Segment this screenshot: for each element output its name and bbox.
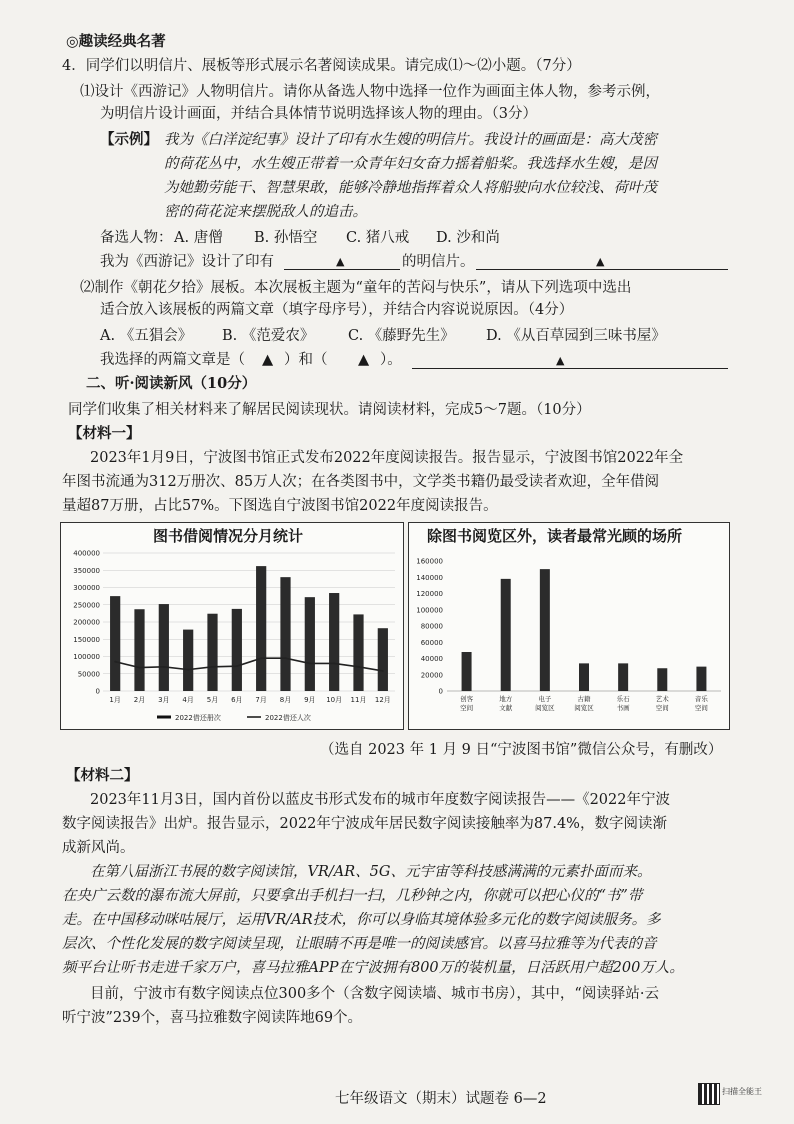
blank-marker: ▲	[556, 354, 565, 367]
bar	[207, 614, 217, 691]
material2-label: 【材料二】	[66, 767, 139, 784]
answer1-suffix: 的明信片。	[402, 254, 475, 270]
popular-venues-chart	[408, 522, 730, 730]
option-c: C. 猪八戒	[346, 230, 410, 246]
article-d: D. 《从百草园到三味书屋》	[486, 328, 666, 344]
line-point	[236, 665, 238, 667]
x-tick-label: 乐石	[616, 695, 630, 703]
material1-label: 【材料一】	[68, 425, 141, 442]
y-tick-label: 60000	[420, 638, 443, 647]
x-tick-label: 空间	[694, 704, 708, 712]
line-point	[285, 657, 287, 659]
example-line: 密的荷花淀来摆脱敌人的追击。	[164, 204, 367, 220]
x-tick-label: 艺术	[655, 695, 669, 703]
answer1-blank[interactable]	[284, 253, 400, 270]
y-tick-label: 250000	[73, 601, 100, 610]
line-point	[382, 670, 384, 672]
line-point	[333, 663, 335, 665]
example-line: 我为《白洋淀纪事》设计了印有水生嫂的明信片。我设计的画面是：高大茂密	[164, 132, 657, 148]
example-label: 【示例】	[100, 131, 158, 148]
x-tick-label: 9月	[304, 696, 316, 704]
q4-part2-line1: ⑵制作《朝花夕拾》展板。本次展板主题为“童年的苦闷与快乐”，请从下列选项中选出	[80, 280, 632, 296]
bar	[305, 597, 315, 691]
legend-label: 2022借还人次	[265, 714, 311, 722]
blank-marker: ▲	[336, 255, 345, 268]
answer1-prefix: 我为《西游记》设计了印有	[100, 254, 274, 270]
y-tick-label: 80000	[420, 622, 443, 631]
source-citation: （选自 2023 年 1 月 9 日“宁波图书馆”微信公众号，有删改）	[320, 742, 723, 758]
line-point	[260, 657, 262, 659]
y-tick-label: 400000	[73, 549, 100, 558]
x-tick-label: 地方	[499, 695, 513, 703]
x-tick-label: 书画	[616, 704, 630, 712]
qr-code-icon	[698, 1083, 720, 1105]
answer1-reason-blank[interactable]	[476, 253, 728, 270]
x-tick-label: 11月	[350, 696, 367, 704]
material1-line: 年图书流通为312万册次、85万人次；在各类图书中，文学类书籍仍最受读者欢迎，全年借阅	[62, 474, 660, 490]
y-tick-label: 0	[438, 687, 443, 696]
bar	[159, 604, 169, 691]
page-footer: 七年级语文（期末）试题卷 6—2	[335, 1091, 547, 1107]
bar	[110, 596, 120, 691]
y-tick-label: 160000	[416, 557, 443, 566]
line-point	[114, 661, 116, 663]
q4-part2-line2: 适合放入该展板的两篇文章（填字母序号），并结合内容说说原因。（4分）	[100, 302, 574, 318]
bar	[378, 628, 388, 691]
y-tick-label: 40000	[420, 655, 443, 663]
x-tick-label: 10月	[326, 696, 343, 704]
legend-label: 2022借还册次	[175, 714, 221, 722]
bar	[280, 577, 290, 691]
chart1-svg	[61, 523, 403, 729]
series-line	[115, 658, 383, 671]
x-tick-label: 5月	[206, 696, 219, 704]
blank-marker: ▲	[596, 255, 605, 268]
bar	[501, 579, 511, 691]
chart2-svg	[409, 523, 729, 729]
section2-intro: 同学们收集了相关材料来了解居民阅读现状。请阅读材料，完成5～7题。（10分）	[68, 402, 591, 418]
bar	[232, 609, 242, 691]
q4-part1-line1: ⑴设计《西游记》人物明信片。请你从备选人物中选择一位作为画面主体人物，参考示例，	[80, 84, 660, 100]
option-b: B. 孙悟空	[254, 230, 318, 246]
answer2-reason-blank[interactable]	[412, 352, 728, 369]
y-tick-label: 100000	[416, 606, 443, 615]
section2-title: 二、听·阅读新风（10分）	[86, 375, 257, 392]
y-tick-label: 100000	[73, 653, 100, 661]
bar	[462, 652, 472, 691]
line-point	[212, 666, 214, 668]
material2-line: 成新风尚。	[62, 840, 135, 856]
answer2-text-a: 我选择的两篇文章是（	[100, 352, 245, 368]
material2-line: 听宁波”239个，喜马拉雅数字阅读阵地69个。	[62, 1010, 363, 1026]
y-tick-label: 50000	[77, 670, 100, 679]
y-tick-label: 300000	[73, 584, 100, 592]
x-tick-label: 7月	[255, 696, 267, 704]
bar	[329, 593, 339, 691]
x-tick-label: 阅览区	[535, 704, 555, 712]
x-tick-label: 空间	[655, 704, 669, 712]
material2-line: 在第八届浙江书展的数字阅读馆，VR/AR、5G、元宇宙等科技感满满的元素扑面而来。	[90, 864, 652, 880]
y-tick-label: 200000	[73, 618, 100, 627]
example-line: 为她勤劳能干、智慧果敢，能够冷静地指挥着众人将船驶向水位较浅、荷叶茂	[164, 180, 657, 196]
blank-marker[interactable]: ▲	[358, 352, 370, 368]
x-tick-label: 3月	[158, 696, 170, 704]
material2-line: 走。在中国移动咪咕展厅，运用VR/AR技术，你可以身临其境体验多元化的数字阅读服务。多	[62, 912, 661, 928]
option-d: D. 沙和尚	[436, 230, 500, 246]
x-tick-label: 空间	[460, 704, 474, 712]
y-tick-label: 350000	[73, 566, 100, 575]
bar	[256, 566, 266, 691]
bar	[657, 668, 667, 691]
material2-line: 数字阅读报告》出炉。报告显示，2022年宁波成年居民数字阅读接触率为87.4%，数字阅读渐	[62, 816, 667, 832]
y-tick-label: 150000	[73, 635, 100, 644]
question-4-stem: 4．同学们以明信片、展板等形式展示名著阅读成果。请完成⑴～⑵小题。（7分）	[62, 58, 581, 74]
line-point	[187, 669, 189, 671]
line-point	[358, 666, 360, 668]
bar	[618, 663, 628, 691]
x-tick-label: 12月	[374, 696, 391, 704]
material1-line: 量超87万册，占比57%。下图选自宁波图书馆2022年度阅读报告。	[62, 498, 498, 514]
section-heading: ◎趣读经典名著	[66, 33, 166, 50]
example-line: 的荷花丛中，水生嫂正带着一众青年妇女奋力摇着船桨。我选择水生嫂，是因	[164, 156, 657, 172]
scanner-watermark: 扫描全能王	[722, 1087, 762, 1096]
line-point	[139, 667, 141, 669]
chart2-title: 除图书阅览区外，读者最常光顾的场所	[427, 527, 683, 545]
option-a: A. 唐僧	[174, 230, 223, 246]
article-c: C. 《藤野先生》	[348, 328, 455, 344]
bar	[579, 663, 589, 691]
monthly-borrowing-chart	[60, 522, 404, 730]
bar	[183, 630, 193, 691]
x-tick-label: 文献	[499, 704, 513, 712]
x-tick-label: 8月	[279, 696, 292, 704]
x-tick-label: 2月	[133, 696, 146, 704]
x-tick-label: 创客	[460, 695, 474, 703]
x-tick-label: 古籍	[577, 695, 591, 703]
chart1-title: 图书借阅情况分月统计	[153, 527, 304, 545]
answer2-text-b: ）和（	[284, 352, 328, 368]
y-tick-label: 20000	[420, 671, 443, 680]
x-tick-label: 阅览区	[574, 704, 594, 712]
bar	[134, 609, 144, 691]
article-b: B. 《范爱农》	[222, 328, 315, 344]
x-tick-label: 6月	[231, 696, 243, 704]
q4-part1-line2: 为明信片设计画面，并结合具体情节说明选择该人物的理由。（3分）	[100, 106, 537, 122]
bar	[540, 569, 550, 691]
line-point	[309, 663, 311, 665]
y-tick-label: 0	[95, 687, 100, 696]
material2-line: 层次、个性化发展的数字阅读呈现，让眼睛不再是唯一的阅读感官。以喜马拉雅等为代表的音	[62, 936, 657, 952]
y-tick-label: 120000	[416, 590, 443, 598]
material2-line: 目前，宁波市有数字阅读点位300多个（含数字阅读墙、城市书房），其中，“阅读驿站·云	[90, 986, 659, 1002]
x-tick-label: 电子	[538, 695, 552, 703]
material2-line: 频平台让听书走进千家万户，喜马拉雅APP在宁波拥有800万的装机量，日活跃用户超200万人。	[62, 960, 684, 976]
material1-line: 2023年1月9日，宁波图书馆正式发布2022年度阅读报告。报告显示，宁波图书馆2022年全	[90, 450, 684, 466]
y-tick-label: 140000	[416, 573, 443, 582]
blank-marker[interactable]: ▲	[262, 352, 274, 368]
x-tick-label: 音乐	[694, 695, 708, 703]
line-point	[163, 666, 165, 668]
material2-line: 2023年11月3日，国内首份以蓝皮书形式发布的城市年度数字阅读报告——《2022年宁波	[90, 792, 670, 808]
options-label: 备选人物：	[100, 230, 173, 246]
x-tick-label: 4月	[182, 696, 194, 704]
answer2-text-c: ）。	[380, 352, 402, 368]
x-tick-label: 1月	[109, 696, 121, 704]
bar	[353, 614, 363, 691]
article-a: A. 《五猖会》	[100, 328, 193, 344]
bar	[696, 667, 706, 691]
material2-line: 在央广云数的瀑布流大屏前，只要拿出手机扫一扫，几秒钟之内，你就可以把心仪的“书”带	[62, 888, 643, 904]
